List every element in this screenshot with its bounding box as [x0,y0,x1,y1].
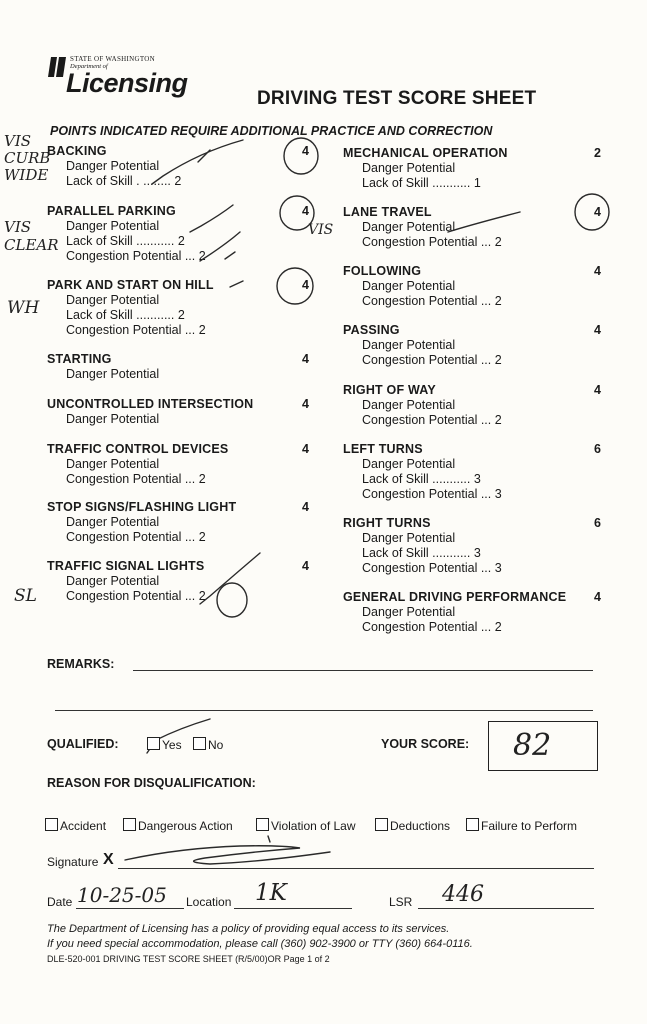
handwritten-note-lane: VIS [308,222,334,238]
location-line[interactable] [234,892,352,909]
score-box[interactable] [488,721,598,771]
item-line: Lack of Skill ........... 3 [362,472,481,486]
item-line: Danger Potential [362,457,456,471]
handwritten-note-parallel: VIS CLEAR [4,218,59,254]
logo-dept: Department of [70,63,108,70]
section-left-turns [343,442,601,502]
logo-wordmark: Licensing [66,68,188,98]
item-line: Danger Potential [66,219,160,233]
dq-option-label: Dangerous Action [138,819,233,833]
item-line: Danger Potential [362,220,456,234]
dq-option-label: Accident [60,819,107,833]
item-line: Congestion Potential ... 2 [66,472,206,486]
section-traffic-signal-lights [47,559,309,604]
item-line: Lack of Skill ........... 1 [362,176,481,190]
handwritten-note-backing: VIS CURB WIDE [4,132,51,184]
signature-x: X [103,851,114,868]
item-line: Congestion Potential ... 3 [362,487,502,501]
section-points: 4 [594,264,601,278]
item-line: Danger Potential [362,605,456,619]
section-lane-travel [343,205,601,250]
item-line: Danger Potential [362,531,456,545]
item-line: Danger Potential [66,457,160,471]
section-title: LANE TRAVEL [343,205,432,219]
section-title: RIGHT OF WAY [343,383,436,397]
qualified-yes-label: Yes [162,738,182,752]
dq-option-accident[interactable] [45,818,106,833]
section-uncontrolled-intersection [47,397,309,427]
section-points: 4 [594,590,601,604]
logo-state: STATE OF WASHINGTON [70,55,155,63]
section-points: 4 [302,352,309,366]
score-value: 82 [513,728,552,763]
section-title: LEFT TURNS [343,442,423,456]
section-title: STOP SIGNS/FLASHING LIGHT [47,500,237,514]
section-points: 6 [594,442,601,456]
section-title: RIGHT TURNS [343,516,431,530]
dq-option-failure[interactable] [466,818,577,833]
section-points: 6 [594,516,601,530]
section-title: GENERAL DRIVING PERFORMANCE [343,590,567,604]
section-points: 4 [302,500,309,514]
section-backing [47,144,309,189]
section-title: MECHANICAL OPERATION [343,146,508,160]
item-line: Congestion Potential ... 3 [362,561,502,575]
subtitle: POINTS INDICATED REQUIRE ADDITIONAL PRACTICE AND CORRECTION [50,124,493,138]
section-points: 4 [302,559,309,573]
dq-checkbox[interactable] [123,818,136,831]
footer-policy: The Department of Licensing has a policy of providing equal access to its services. [47,923,450,935]
item-line: Danger Potential [362,338,456,352]
section-points: 4 [594,383,601,397]
lsr-value: 446 [442,882,484,907]
section-points: 4 [302,442,309,456]
dq-checkbox[interactable] [256,818,269,831]
signature-line[interactable] [118,855,594,869]
section-starting [47,352,309,382]
handwritten-note-hill: WH [7,298,40,318]
item-line: Danger Potential [66,412,160,426]
section-points: 4 [302,204,309,218]
remarks-line-1[interactable] [133,657,593,671]
section-title: UNCONTROLLED INTERSECTION [47,397,254,411]
item-line: Congestion Potential ... 2 [362,294,502,308]
signature-label: Signature [47,855,99,869]
qualified-label: QUALIFIED: [47,737,119,751]
disqualification-label: REASON FOR DISQUALIFICATION: [47,776,256,790]
section-points: 4 [594,205,601,219]
item-line: Danger Potential [66,574,160,588]
item-line: Danger Potential [362,161,456,175]
item-line: Congestion Potential ... 2 [66,530,206,544]
section-park-start-hill [47,278,309,338]
dq-option-deductions[interactable] [375,818,450,833]
item-line: Danger Potential [66,367,160,381]
date-label: Date [47,895,73,909]
section-right-turns [343,516,601,576]
section-title: FOLLOWING [343,264,422,278]
score-label: YOUR SCORE: [381,737,470,751]
signature-scribble [268,836,270,842]
dq-option-label: Deductions [390,819,451,833]
item-line: Lack of Skill . ........ 2 [66,174,182,188]
item-line: Congestion Potential ... 2 [362,620,502,634]
dol-logo [48,52,208,100]
item-line: Congestion Potential ... 2 [362,235,502,249]
section-points: 4 [302,144,309,158]
section-points: 4 [302,397,309,411]
section-points: 4 [302,278,309,292]
qualified-no-option[interactable] [193,737,223,752]
dq-option-label: Violation of Law [271,819,356,833]
section-stop-signs [47,500,309,545]
qualified-yes-option[interactable] [147,737,182,752]
dq-option-label: Failure to Perform [481,819,578,833]
section-traffic-control-devices [47,442,309,487]
section-title: TRAFFIC CONTROL DEVICES [47,442,229,456]
section-title: PARK AND START ON HILL [47,278,214,292]
section-passing [343,323,601,368]
dol-logo-mark-icon [48,55,68,79]
section-title: TRAFFIC SIGNAL LIGHTS [47,559,205,573]
section-points: 2 [594,146,601,160]
item-line: Danger Potential [66,515,160,529]
remarks-line-2[interactable] [55,698,593,711]
qualified-no-label: No [208,738,224,752]
location-value: 1K [255,880,287,906]
qualified-yes-checkbox[interactable] [147,737,160,750]
section-title: STARTING [47,352,112,366]
dq-checkbox[interactable] [375,818,388,831]
lsr-label: LSR [389,895,413,909]
section-title: PASSING [343,323,400,337]
item-line: Danger Potential [66,293,160,307]
section-right-of-way [343,383,601,428]
section-following [343,264,601,309]
section-title: PARALLEL PARKING [47,204,176,218]
item-line: Lack of Skill ........... 3 [362,546,481,560]
item-line: Lack of Skill ........... 2 [66,234,185,248]
dq-option-dangerous-action[interactable] [123,818,233,833]
section-general-driving-performance [343,590,601,635]
item-line: Danger Potential [66,159,160,173]
dq-option-violation[interactable] [256,818,356,833]
dq-checkbox[interactable] [466,818,479,831]
item-line: Congestion Potential ... 2 [66,323,206,337]
footer-accommodation: If you need special accommodation, please call (360) 902-3900 or TTY (360) 664-0116. [47,938,473,950]
item-line: Congestion Potential ... 2 [66,589,206,603]
remarks-label: REMARKS: [47,657,115,671]
item-line: Danger Potential [362,398,456,412]
location-label: Location [186,895,232,909]
section-title: BACKING [47,144,107,158]
item-line: Congestion Potential ... 2 [362,413,502,427]
form-id: DLE-520-001 DRIVING TEST SCORE SHEET (R/5/00)OR Page 1 of 2 [47,954,330,964]
item-line: Lack of Skill ........... 2 [66,308,185,322]
item-line: Danger Potential [362,279,456,293]
section-mechanical-operation [343,146,601,191]
date-value: 10-25-05 [77,883,167,907]
item-line: Congestion Potential ... 2 [66,249,206,263]
qualified-no-checkbox[interactable] [193,737,206,750]
handwritten-note-signal: SL [14,586,37,606]
section-points: 4 [594,323,601,337]
item-line: Congestion Potential ... 2 [362,353,502,367]
section-parallel-parking [47,204,309,264]
dq-checkbox[interactable] [45,818,58,831]
page-title: DRIVING TEST SCORE SHEET [257,88,537,109]
